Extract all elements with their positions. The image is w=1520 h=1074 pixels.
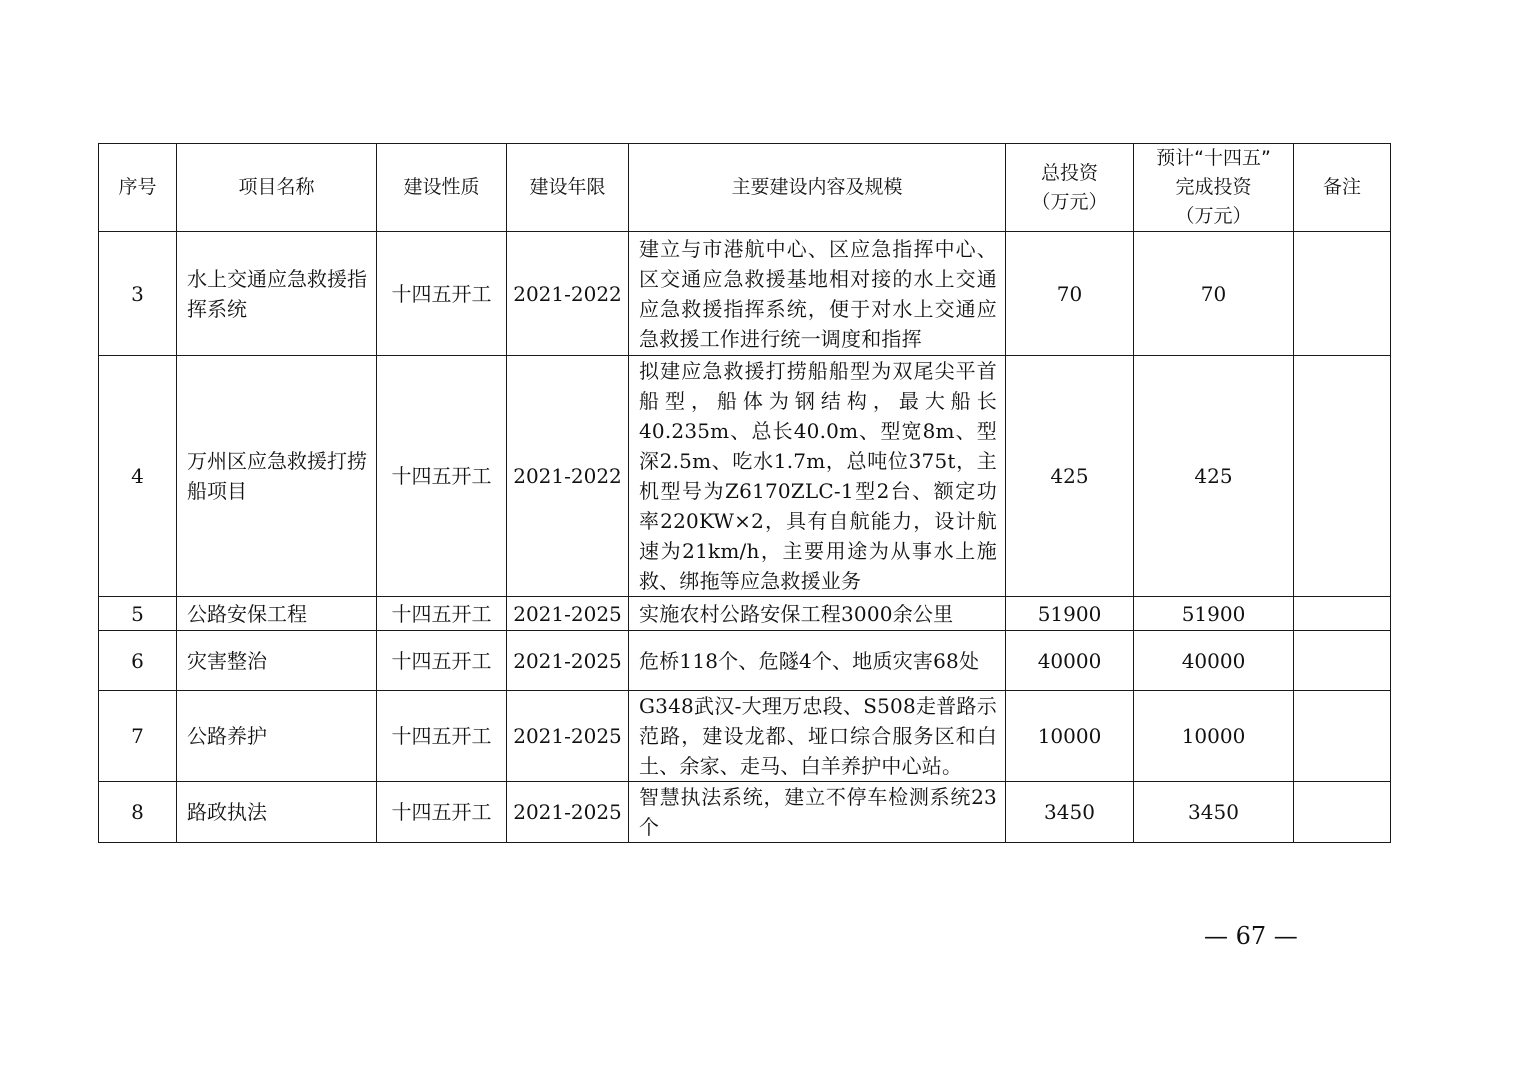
header-expected-line1: 预计“十四五” bbox=[1156, 147, 1271, 169]
cell-expected: 40000 bbox=[1134, 631, 1294, 691]
cell-remark bbox=[1294, 356, 1391, 597]
cell-expected: 51900 bbox=[1134, 597, 1294, 631]
cell-name: 路政执法 bbox=[177, 782, 377, 843]
cell-seq: 7 bbox=[99, 691, 177, 782]
cell-nature: 十四五开工 bbox=[377, 232, 507, 356]
table-row bbox=[99, 356, 1391, 597]
page-number: — 67 — bbox=[1204, 922, 1298, 950]
cell-total: 40000 bbox=[1006, 631, 1134, 691]
cell-expected: 425 bbox=[1134, 356, 1294, 597]
cell-total: 70 bbox=[1006, 232, 1134, 356]
cell-seq: 5 bbox=[99, 597, 177, 631]
cell-seq: 6 bbox=[99, 631, 177, 691]
cell-total: 3450 bbox=[1006, 782, 1134, 843]
header-seq: 序号 bbox=[99, 144, 177, 232]
cell-expected: 70 bbox=[1134, 232, 1294, 356]
cell-expected: 10000 bbox=[1134, 691, 1294, 782]
cell-remark bbox=[1294, 631, 1391, 691]
cell-total: 425 bbox=[1006, 356, 1134, 597]
cell-period: 2021-2025 bbox=[507, 597, 629, 631]
cell-content: 实施农村公路安保工程3000余公里 bbox=[629, 597, 1006, 631]
cell-period: 2021-2025 bbox=[507, 782, 629, 843]
cell-period: 2021-2022 bbox=[507, 232, 629, 356]
cell-remark bbox=[1294, 597, 1391, 631]
cell-period: 2021-2025 bbox=[507, 631, 629, 691]
cell-expected: 3450 bbox=[1134, 782, 1294, 843]
cell-remark bbox=[1294, 691, 1391, 782]
project-table bbox=[98, 143, 1391, 843]
cell-nature: 十四五开工 bbox=[377, 782, 507, 843]
table-row bbox=[99, 597, 1391, 631]
header-total-line2: （万元） bbox=[1031, 190, 1108, 213]
cell-period: 2021-2025 bbox=[507, 691, 629, 782]
table-row bbox=[99, 691, 1391, 782]
cell-content: 智慧执法系统，建立不停车检测系统23个 bbox=[629, 782, 1006, 843]
header-total-investment bbox=[1006, 144, 1134, 232]
cell-name: 万州区应急救援打捞船项目 bbox=[177, 356, 377, 597]
cell-total: 51900 bbox=[1006, 597, 1134, 631]
table-row bbox=[99, 631, 1391, 691]
header-period: 建设年限 bbox=[507, 144, 629, 232]
cell-name: 公路养护 bbox=[177, 691, 377, 782]
cell-seq: 3 bbox=[99, 232, 177, 356]
cell-name: 水上交通应急救援指挥系统 bbox=[177, 232, 377, 356]
cell-period: 2021-2022 bbox=[507, 356, 629, 597]
header-nature: 建设性质 bbox=[377, 144, 507, 232]
cell-remark bbox=[1294, 232, 1391, 356]
header-total-line1: 总投资 bbox=[1040, 161, 1098, 184]
cell-content: 建立与市港航中心、区应急指挥中心、区交通应急救援基地相对接的水上交通应急救援指挥系统，便于对水上交通应急救援工作进行统一调度和指挥 bbox=[629, 232, 1006, 356]
cell-nature: 十四五开工 bbox=[377, 691, 507, 782]
cell-seq: 4 bbox=[99, 356, 177, 597]
cell-content: 危桥118个、危隧4个、地质灾害68处 bbox=[629, 631, 1006, 691]
cell-nature: 十四五开工 bbox=[377, 597, 507, 631]
table-row bbox=[99, 782, 1391, 843]
cell-total: 10000 bbox=[1006, 691, 1134, 782]
cell-nature: 十四五开工 bbox=[377, 631, 507, 691]
cell-name: 灾害整治 bbox=[177, 631, 377, 691]
header-row bbox=[99, 144, 1391, 232]
cell-remark bbox=[1294, 782, 1391, 843]
cell-seq: 8 bbox=[99, 782, 177, 843]
cell-content: 拟建应急救援打捞船船型为双尾尖平首船型，船体为钢结构，最大船长40.235m、总长40.0m、型宽8m、型深2.5m、吃水1.7m，总吨位375t，主机型号为Z6170ZLC-1型2台、额定功率220KW×2，具有自航能力，设计航速为21km/h，主要用途为从事水上施救、绑拖等应急救援业务 bbox=[629, 356, 1006, 597]
header-expected-line3: （万元） bbox=[1175, 205, 1252, 227]
header-remark: 备注 bbox=[1294, 144, 1391, 232]
table-row bbox=[99, 232, 1391, 356]
cell-content: G348武汉-大理万忠段、S508走普路示范路，建设龙都、垭口综合服务区和白土、余家、走马、白羊养护中心站。 bbox=[629, 691, 1006, 782]
cell-name: 公路安保工程 bbox=[177, 597, 377, 631]
header-expected-investment bbox=[1134, 144, 1294, 232]
cell-nature: 十四五开工 bbox=[377, 356, 507, 597]
header-expected-line2: 完成投资 bbox=[1175, 176, 1252, 198]
header-content: 主要建设内容及规模 bbox=[629, 144, 1006, 232]
header-name: 项目名称 bbox=[177, 144, 377, 232]
